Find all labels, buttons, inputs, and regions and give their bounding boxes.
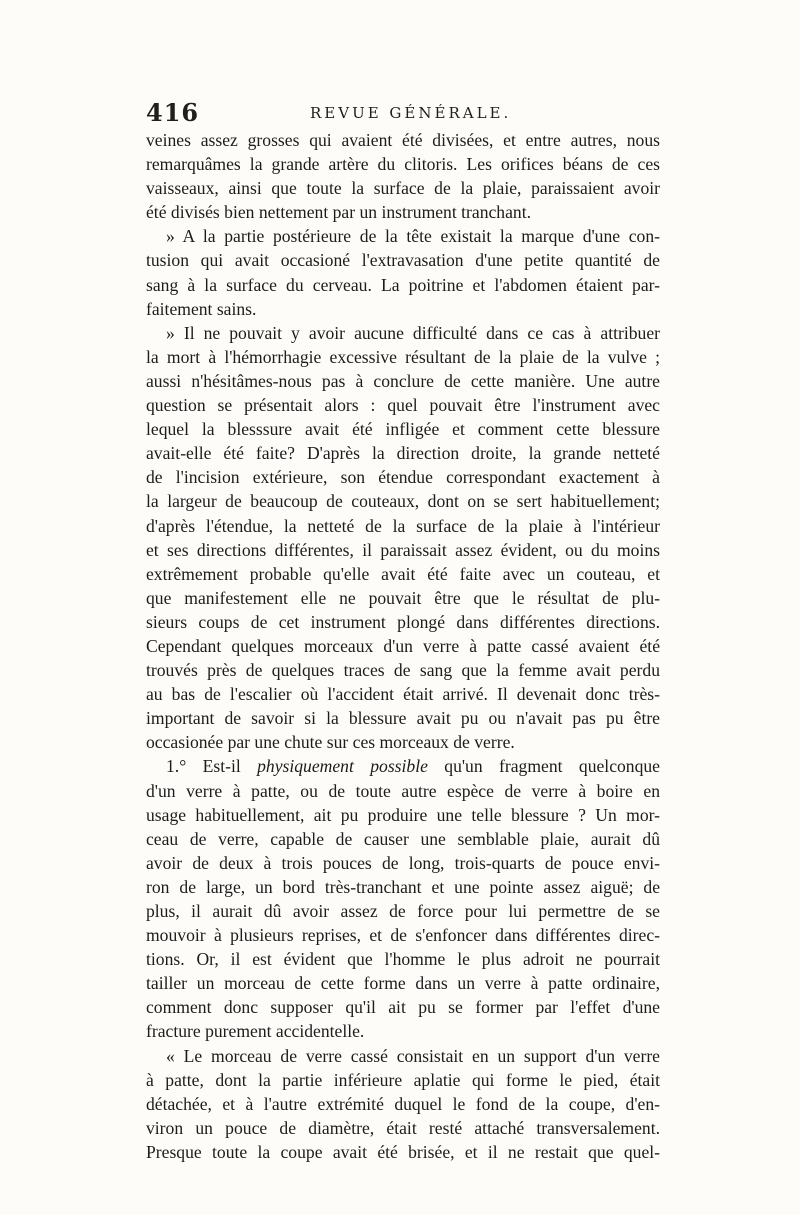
text-line: et ses directions différentes, il paraissait assez évident, ou du moins: [146, 539, 660, 560]
text-line: extrêmement probable qu'elle avait été faite avec un couteau, et: [146, 563, 660, 584]
text-line: la largeur de beaucoup de couteaux, dont on se sert habituellement;: [146, 491, 660, 512]
text-line: de l'incision extérieure, son étendue correspondant exactement à: [146, 467, 660, 488]
text-line: fracture purement accidentelle.: [146, 1021, 365, 1042]
text-line: » A la partie postérieure de la tête existait la marque d'une con-: [166, 226, 660, 247]
text-line: que manifestement elle ne pouvait être que le résultat de plu-: [146, 587, 660, 608]
text-line: comment donc supposer qu'il ait pu se former par l'effet d'une: [146, 997, 660, 1018]
text-line: usage habituellement, ait pu produire une telle blessure ? Un mor-: [146, 804, 660, 825]
text-line: ron de large, un bord très-tranchant et une pointe assez aiguë; de: [146, 876, 660, 897]
text-line: occasionée par une chute sur ces morceaux de verre.: [146, 732, 515, 753]
page-header: [146, 98, 660, 126]
text-line: question se présentait alors : quel pouvait être l'instrument avec: [146, 395, 660, 416]
text-line: sang à la surface du cerveau. La poitrine et l'abdomen étaient par-: [146, 274, 660, 295]
text-line: faitement sains.: [146, 298, 257, 319]
text-line: ceau de verre, capable de causer une semblable plaie, aurait dû: [146, 828, 660, 849]
text-line: avait-elle été faite? D'après la direction droite, la grande netteté: [146, 443, 660, 464]
text-line: remarquâmes la grande artère du clitoris. Les orifices béans de ces: [146, 154, 660, 175]
text-line: été divisés bien nettement par un instrument tranchant.: [146, 202, 531, 223]
text-line: d'un verre à patte, ou de toute autre espèce de verre à boire en: [146, 780, 660, 801]
running-title: REVUE GÉNÉRALE.: [310, 104, 512, 122]
text-line: tions. Or, il est évident que l'homme le plus adroit ne pourrait: [146, 949, 660, 970]
page-number: 416: [146, 98, 200, 127]
text-line: la mort à l'hémorrhagie excessive résultant de la plaie de la vulve ;: [146, 346, 660, 367]
text-line: mouvoir à plusieurs reprises, et de s'enfoncer dans différentes direc-: [146, 925, 660, 946]
text-line: lequel la blesssure avait été infligée et comment cette blessure: [146, 419, 660, 440]
text-line: viron un pouce de diamètre, était resté attaché transversalement.: [146, 1117, 660, 1138]
text-line: « Le morceau de verre cassé consistait en un support d'un verre: [166, 1045, 660, 1066]
text-line: Cependant quelques morceaux d'un verre à patte cassé avaient été: [146, 635, 660, 656]
text-line: tusion qui avait occasioné l'extravasation d'une petite quantité de: [146, 250, 660, 271]
text-line: au bas de l'escalier où l'accident était arrivé. Il devenait donc très-: [146, 684, 660, 705]
text-line: important de savoir si la blessure avait pu ou n'avait pas pu être: [146, 708, 660, 729]
body-text: [146, 128, 660, 1164]
text-line: 1.° Est-il physiquement possible qu'un fragment quelconque: [166, 756, 660, 777]
text-line: sieurs coups de cet instrument plongé dans différentes directions.: [146, 611, 660, 632]
text-line: tailler un morceau de cette forme dans un verre à patte ordinaire,: [146, 973, 660, 994]
text-line: d'après l'étendue, la netteté de la surface de la plaie à l'intérieur: [146, 515, 660, 536]
text-line: Presque toute la coupe avait été brisée, et il ne restait que quel-: [146, 1141, 660, 1162]
text-line: plus, il aurait dû avoir assez de force pour lui permettre de se: [146, 901, 660, 921]
text-line: aussi n'hésitâmes-nous pas à conclure de cette manière. Une autre: [146, 370, 660, 391]
text-line: veines assez grosses qui avaient été divisées, et entre autres, nous: [146, 130, 660, 150]
text-line: à patte, dont la partie inférieure aplatie qui forme le pied, était: [146, 1069, 660, 1090]
text-line: » Il ne pouvait y avoir aucune difficulté dans ce cas à attribuer: [166, 322, 660, 343]
text-line: détachée, et à l'autre extrémité duquel le fond de la coupe, d'en-: [146, 1093, 660, 1114]
text-line: avoir de deux à trois pouces de long, trois-quarts de pouce envi-: [146, 852, 660, 873]
text-line: trouvés près de quelques traces de sang que la femme avait perdu: [146, 660, 660, 681]
text-line: vaisseaux, ainsi que toute la surface de la plaie, paraissaient avoir: [146, 178, 660, 199]
